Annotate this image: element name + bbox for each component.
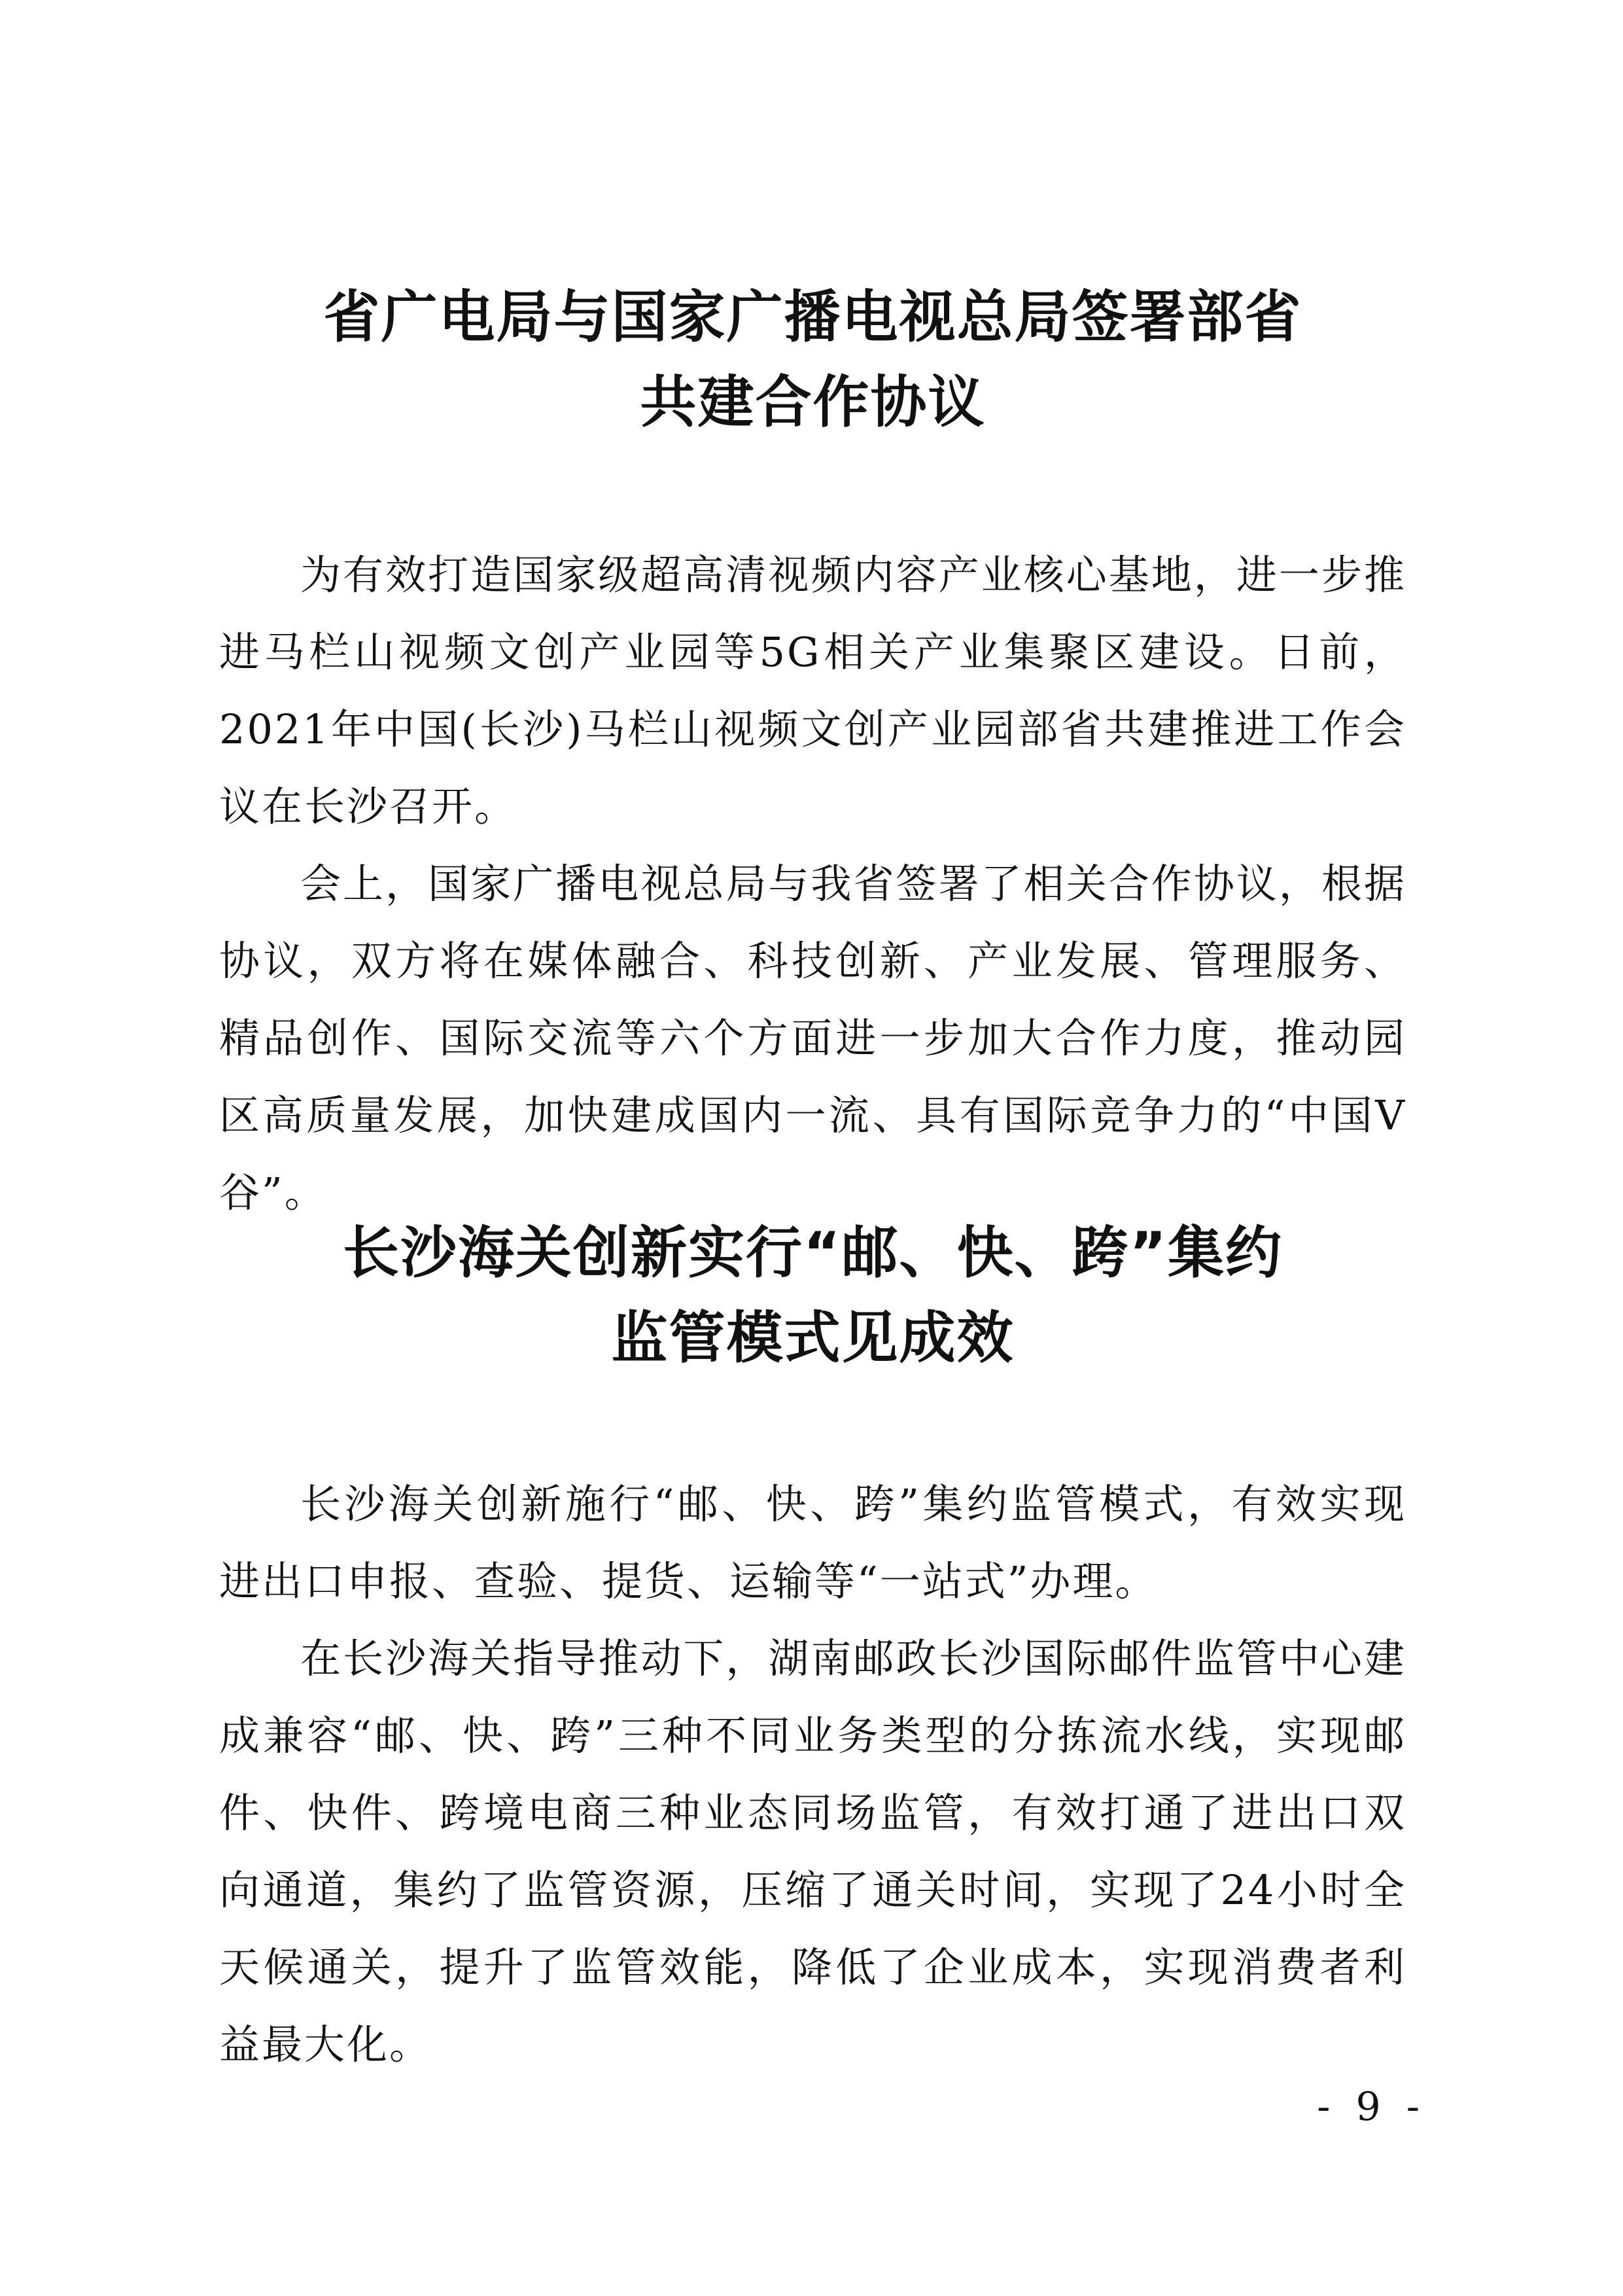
article-2-title-line-1: 长沙海关创新实行“邮、快、跨”集约 [342,1220,1283,1286]
article-1-title-line-2: 共建合作协议 [640,370,986,435]
article-1-title-line-1: 省广电局与国家广播电视总局签署部省 [323,285,1302,350]
page-number: - 9 - [1317,2084,1426,2130]
article-2-title [219,1210,1406,1381]
article-1-title [219,275,1406,445]
article-1-paragraph-1: 为有效打造国家级超高清视频内容产业核心基地，进一步推进马栏山视频文创产业园等5G相关产业集聚区建设。日前，2021年中国(长沙)马栏山视频文创产业园部省共建推进工作会议在长沙召开。 [219,551,1406,830]
article-2 [219,1210,1406,2083]
article-2-body [219,1466,1406,2083]
article-1-body [219,537,1406,1231]
article-2-title-line-2: 监管模式见成效 [611,1305,1015,1371]
article-1-paragraph-2: 会上，国家广播电视总局与我省签署了相关合作协议，根据协议，双方将在媒体融合、科技创新、产业发展、管理服务、精品创作、国际交流等六个方面进一步加大合作力度，推动园区高质量发展，加快建成国内一流、具有国际竞争力的“中国V谷”。 [219,860,1406,1216]
article-2-paragraph-2: 在长沙海关指导推动下，湖南邮政长沙国际邮件监管中心建成兼容“邮、快、跨”三种不同业务类型的分拣流水线，实现邮件、快件、跨境电商三种业态同场监管，有效打通了进出口双向通道，集约了监管资源，压缩了通关时间，实现了24小时全天候通关，提升了监管效能，降低了企业成本，实现消费者利益最大化。 [219,1634,1406,2068]
article-2-paragraph-1: 长沙海关创新施行“邮、快、跨”集约监管模式，有效实现进出口申报、查验、提货、运输等“一站式”办理。 [219,1480,1406,1605]
article-1 [219,275,1406,1231]
